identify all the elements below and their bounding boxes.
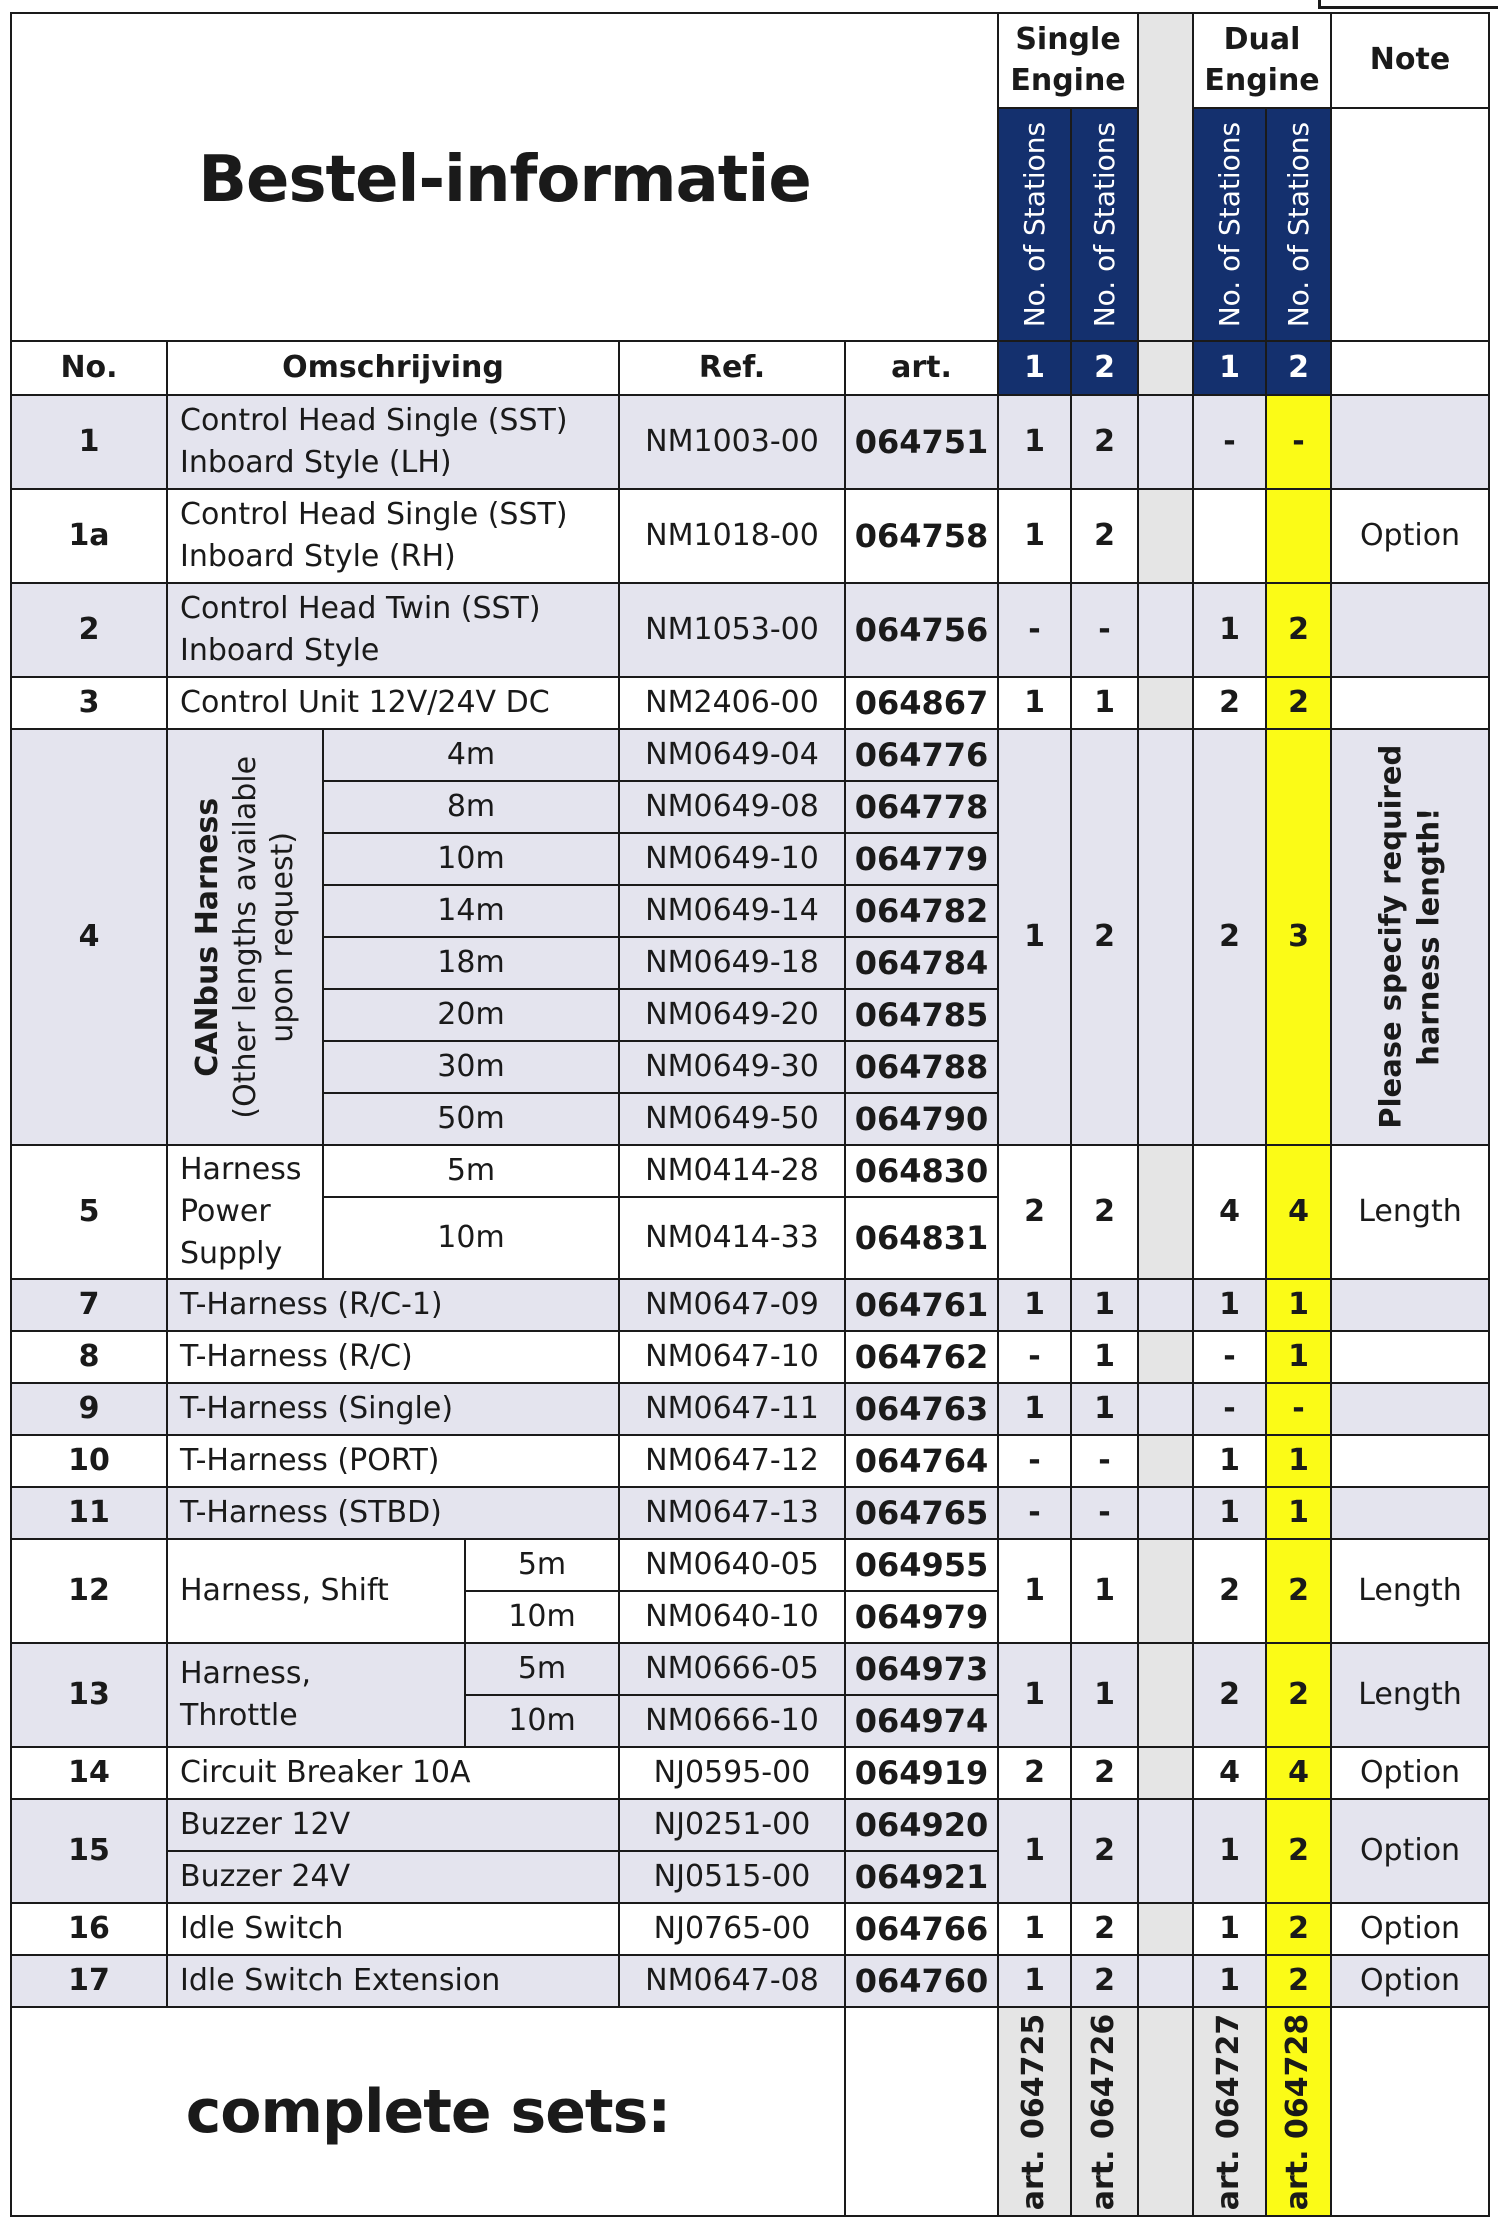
single-1-qty: 1	[997, 1798, 1072, 1904]
dual-2-qty: 2	[1265, 1798, 1332, 1904]
row-description	[166, 1382, 620, 1436]
row-description	[166, 1642, 466, 1748]
row-description	[166, 1434, 620, 1488]
col-no-header: No.	[10, 340, 168, 396]
single-1-qty: 1	[997, 394, 1072, 490]
set-article	[1265, 2006, 1332, 2217]
station-count: 1	[1192, 340, 1267, 396]
dual-1-qty: -	[1192, 394, 1267, 490]
station-count: 2	[1070, 340, 1139, 396]
footer-blank	[844, 2006, 999, 2217]
row-number: 1	[10, 394, 168, 490]
note-header-blank	[1330, 107, 1490, 342]
stations-label: No. of Stations	[1281, 121, 1315, 328]
description-line: Inboard Style (LH)	[180, 445, 452, 480]
dual-1-qty: 1	[1192, 1486, 1267, 1540]
row-ref: NM1053-00	[618, 582, 846, 678]
stations-header	[1070, 107, 1139, 342]
row-art: 064776	[844, 728, 999, 782]
dual-1-qty: 1	[1192, 1954, 1267, 2008]
stations-label: No. of Stations	[1017, 121, 1051, 328]
single-1-qty: 1	[997, 728, 1072, 1146]
row-number: 9	[10, 1382, 168, 1436]
dual-2-qty: 2	[1265, 1538, 1332, 1644]
stations-label: No. of Stations	[1087, 121, 1121, 328]
description-line: Idle Switch Extension	[180, 1963, 501, 1998]
single-2-qty: 2	[1070, 488, 1139, 584]
dual-1-qty: 4	[1192, 1746, 1267, 1800]
row-note	[1330, 676, 1490, 730]
length-option: 14m	[322, 884, 620, 938]
row-note	[1330, 582, 1490, 678]
description-line: T-Harness (STBD)	[180, 1495, 442, 1530]
row-description	[166, 1538, 466, 1644]
dual-2-qty: 2	[1265, 676, 1332, 730]
single-1-qty: 1	[997, 676, 1072, 730]
row-art: 064979	[844, 1590, 999, 1644]
dual-2-qty: 3	[1265, 728, 1332, 1146]
page-title: Bestel-informatie	[10, 12, 999, 342]
dual-1-qty: 4	[1192, 1144, 1267, 1280]
row-art: 064830	[844, 1144, 999, 1198]
row-ref: NJ0251-00	[618, 1798, 846, 1852]
single-1-qty: 2	[997, 1144, 1072, 1280]
dual-2-qty: 1	[1265, 1330, 1332, 1384]
row-number: 10	[10, 1434, 168, 1488]
dual-1-qty: 1	[1192, 1798, 1267, 1904]
spacer-column	[1137, 1954, 1194, 2008]
length-option: 4m	[322, 728, 620, 782]
spacer-column	[1137, 1746, 1194, 1800]
spacer-column	[1137, 1382, 1194, 1436]
row-note	[1330, 1278, 1490, 1332]
length-option: 50m	[322, 1092, 620, 1146]
description-line: Power	[180, 1194, 271, 1229]
length-option: 18m	[322, 936, 620, 990]
single-engine-label: Single	[1015, 22, 1121, 57]
length-option: 10m	[464, 1590, 620, 1644]
row-number: 7	[10, 1278, 168, 1332]
row-art: 064955	[844, 1538, 999, 1592]
dual-2-qty: -	[1265, 394, 1332, 490]
description-line: Harness	[180, 1152, 302, 1187]
row-note: Option	[1330, 1746, 1490, 1800]
row-ref: NM0649-14	[618, 884, 846, 938]
row-ref: NM0647-10	[618, 1330, 846, 1384]
row-number: 1a	[10, 488, 168, 584]
dual-1-qty: 2	[1192, 676, 1267, 730]
col-ref-header: Ref.	[618, 340, 846, 396]
spacer-column	[1137, 1902, 1194, 1956]
set-article-number: art. 064727	[1211, 2013, 1247, 2210]
row-ref: NM0647-13	[618, 1486, 846, 1540]
single-2-qty: -	[1070, 1434, 1139, 1488]
row-ref: NM0649-10	[618, 832, 846, 886]
dual-engine-header	[1192, 12, 1332, 109]
set-article-number: art. 064728	[1280, 2013, 1316, 2210]
description-line: Control Head Single (SST)	[180, 497, 568, 532]
single-engine-header	[997, 12, 1139, 109]
row-note	[1330, 1382, 1490, 1436]
single-1-qty: 1	[997, 1278, 1072, 1332]
spacer-column-header	[1137, 12, 1194, 342]
description-line: Inboard Style	[180, 633, 380, 668]
single-2-qty: 2	[1070, 1902, 1139, 1956]
note-column-blank	[1330, 340, 1490, 396]
row-ref: NM0649-50	[618, 1092, 846, 1146]
dual-1-qty: 1	[1192, 1902, 1267, 1956]
description-line: Supply	[180, 1236, 283, 1271]
row-note: Length	[1330, 1642, 1490, 1748]
row-art: 064973	[844, 1642, 999, 1696]
row-description	[166, 1330, 620, 1384]
row-ref: NM0649-18	[618, 936, 846, 990]
row-number: 15	[10, 1798, 168, 1904]
row-note	[1330, 394, 1490, 490]
row-description: Buzzer 12V	[166, 1798, 620, 1852]
row-number: 16	[10, 1902, 168, 1956]
row-ref: NJ0595-00	[618, 1746, 846, 1800]
station-count: 1	[997, 340, 1072, 396]
row-description	[166, 1144, 324, 1280]
single-2-qty: 2	[1070, 1798, 1139, 1904]
row-art: 064779	[844, 832, 999, 886]
spacer-column	[1137, 1642, 1194, 1748]
length-option: 20m	[322, 988, 620, 1042]
row-note	[1330, 1330, 1490, 1384]
length-option: 10m	[322, 832, 620, 886]
single-1-qty: 2	[997, 1746, 1072, 1800]
row-number: 5	[10, 1144, 168, 1280]
dual-1-qty: 1	[1192, 582, 1267, 678]
dual-1-qty: -	[1192, 1382, 1267, 1436]
row-note: Option	[1330, 488, 1490, 584]
set-article	[1192, 2006, 1267, 2217]
spacer-column	[1137, 394, 1194, 490]
dual-2-qty: 4	[1265, 1144, 1332, 1280]
description-line: Inboard Style (RH)	[180, 539, 456, 574]
col-description-header: Omschrijving	[166, 340, 620, 396]
set-article-number: art. 064725	[1016, 2013, 1052, 2210]
single-1-qty: -	[997, 1486, 1072, 1540]
single-1-qty: 1	[997, 1902, 1072, 1956]
row-art: 064758	[844, 488, 999, 584]
dual-2-qty: 2	[1265, 582, 1332, 678]
single-engine-label: Engine	[1010, 62, 1126, 98]
dual-2-qty: 2	[1265, 1954, 1332, 2008]
single-1-qty: 1	[997, 1538, 1072, 1644]
single-2-qty: 1	[1070, 1382, 1139, 1436]
note-text	[1372, 745, 1447, 1129]
single-2-qty: -	[1070, 582, 1139, 678]
col-art-header: art.	[844, 340, 999, 396]
row-art: 064751	[844, 394, 999, 490]
canbus-label-text	[189, 756, 302, 1119]
description-line: Throttle	[180, 1698, 298, 1733]
single-1-qty: -	[997, 582, 1072, 678]
spacer-column	[1137, 1278, 1194, 1332]
dual-1-qty: 2	[1192, 1642, 1267, 1748]
description-line: Harness, Shift	[180, 1573, 389, 1608]
row-ref: NM1018-00	[618, 488, 846, 584]
dual-1-qty: -	[1192, 1330, 1267, 1384]
set-article	[1070, 2006, 1139, 2217]
row-description	[166, 582, 620, 678]
length-option: 5m	[464, 1538, 620, 1592]
single-2-qty: 2	[1070, 728, 1139, 1146]
stations-header	[997, 107, 1072, 342]
single-2-qty: 2	[1070, 1144, 1139, 1280]
row-description: Buzzer 24V	[166, 1850, 620, 1904]
row-note: Option	[1330, 1798, 1490, 1904]
row-note: Option	[1330, 1902, 1490, 1956]
description-line: Harness,	[180, 1656, 312, 1691]
spacer-column	[1137, 1538, 1194, 1644]
spacer-column	[1137, 1330, 1194, 1384]
row-art: 064788	[844, 1040, 999, 1094]
row-art: 064921	[844, 1850, 999, 1904]
canbus-subtitle: (Other lengths available	[227, 755, 263, 1119]
spacer-column	[1137, 1434, 1194, 1488]
dual-engine-label: Engine	[1204, 62, 1320, 98]
row-ref: NM0649-30	[618, 1040, 846, 1094]
row-number: 8	[10, 1330, 168, 1384]
row-ref: NM0666-10	[618, 1694, 846, 1748]
stations-header	[1192, 107, 1267, 342]
single-2-qty: -	[1070, 1486, 1139, 1540]
single-1-qty: -	[997, 1434, 1072, 1488]
dual-2-qty: 1	[1265, 1486, 1332, 1540]
single-1-qty: 1	[997, 1382, 1072, 1436]
spacer-column	[1137, 340, 1194, 396]
spacer-column	[1137, 1798, 1194, 1904]
dual-1-qty: 1	[1192, 1434, 1267, 1488]
single-1-qty: -	[997, 1330, 1072, 1384]
complete-sets-label: complete sets:	[10, 2006, 846, 2217]
row-description	[166, 1486, 620, 1540]
dual-2-qty: 2	[1265, 1642, 1332, 1748]
row-number: 14	[10, 1746, 168, 1800]
row-art: 064785	[844, 988, 999, 1042]
row-ref: NM0640-05	[618, 1538, 846, 1592]
row-art: 064920	[844, 1798, 999, 1852]
length-option: 10m	[464, 1694, 620, 1748]
row-description	[166, 1902, 620, 1956]
row-ref: NM2406-00	[618, 676, 846, 730]
length-option: 30m	[322, 1040, 620, 1094]
row-ref: NM0666-05	[618, 1642, 846, 1696]
row-art: 064974	[844, 1694, 999, 1748]
row-art: 064790	[844, 1092, 999, 1146]
footer-note-blank	[1330, 2006, 1490, 2217]
single-2-qty: 1	[1070, 676, 1139, 730]
single-2-qty: 1	[1070, 1538, 1139, 1644]
row-ref: NM0647-09	[618, 1278, 846, 1332]
dual-2-qty: 1	[1265, 1278, 1332, 1332]
row-ref: NM0649-08	[618, 780, 846, 834]
row-number: 11	[10, 1486, 168, 1540]
dual-1-qty	[1192, 488, 1267, 584]
row-art: 064831	[844, 1196, 999, 1280]
row-description	[166, 1746, 620, 1800]
spacer-column	[1137, 2006, 1194, 2217]
row-number: 4	[10, 728, 168, 1146]
note-line: harness length!	[1411, 807, 1446, 1067]
single-2-qty: 2	[1070, 1746, 1139, 1800]
row-art: 064760	[844, 1954, 999, 2008]
row-number: 13	[10, 1642, 168, 1748]
row-ref: NM0649-04	[618, 728, 846, 782]
row-number: 2	[10, 582, 168, 678]
row-description	[166, 488, 620, 584]
row-art: 064867	[844, 676, 999, 730]
description-line: T-Harness (PORT)	[180, 1443, 440, 1478]
description-line: Control Unit 12V/24V DC	[180, 685, 550, 720]
single-2-qty: 1	[1070, 1642, 1139, 1748]
row-number: 12	[10, 1538, 168, 1644]
spacer-column	[1137, 1144, 1194, 1280]
single-2-qty: 2	[1070, 1954, 1139, 2008]
row-art: 064765	[844, 1486, 999, 1540]
row-number: 17	[10, 1954, 168, 2008]
dual-2-qty: 1	[1265, 1434, 1332, 1488]
station-count: 2	[1265, 340, 1332, 396]
dual-1-qty: 2	[1192, 728, 1267, 1146]
single-2-qty: 2	[1070, 394, 1139, 490]
description-line: Circuit Breaker 10A	[180, 1755, 471, 1790]
row-description	[166, 676, 620, 730]
description-line: Control Head Single (SST)	[180, 403, 568, 438]
spacer-column	[1137, 1486, 1194, 1540]
row-description	[166, 1278, 620, 1332]
description-line: T-Harness (R/C-1)	[180, 1287, 443, 1322]
row-description	[166, 394, 620, 490]
dual-1-qty: 1	[1192, 1278, 1267, 1332]
dual-2-qty: 4	[1265, 1746, 1332, 1800]
canbus-title: CANbus Harness	[189, 797, 225, 1077]
length-option: 5m	[464, 1642, 620, 1696]
corner-tab	[1318, 0, 1498, 9]
row-note	[1330, 1486, 1490, 1540]
single-1-qty: 1	[997, 1642, 1072, 1748]
spacer-column	[1137, 582, 1194, 678]
row-note: Length	[1330, 1144, 1490, 1280]
dual-1-qty: 2	[1192, 1538, 1267, 1644]
row-art: 064764	[844, 1434, 999, 1488]
row-art: 064784	[844, 936, 999, 990]
row-ref: NM0414-28	[618, 1144, 846, 1198]
row-number: 3	[10, 676, 168, 730]
row-note	[1330, 728, 1490, 1146]
description-line: T-Harness (R/C)	[180, 1339, 413, 1374]
row-ref: NM0640-10	[618, 1590, 846, 1644]
dual-2-qty	[1265, 488, 1332, 584]
description-line: Control Head Twin (SST)	[180, 591, 541, 626]
row-note: Length	[1330, 1538, 1490, 1644]
row-art: 064782	[844, 884, 999, 938]
set-article	[997, 2006, 1072, 2217]
row-note	[1330, 1434, 1490, 1488]
canbus-subtitle: upon request)	[264, 831, 300, 1043]
row-ref: NM0414-33	[618, 1196, 846, 1280]
canbus-label	[166, 728, 324, 1146]
set-article-number: art. 064726	[1086, 2013, 1122, 2210]
spacer-column	[1137, 488, 1194, 584]
row-ref: NM0647-08	[618, 1954, 846, 2008]
note-header: Note	[1330, 12, 1490, 109]
single-1-qty: 1	[997, 1954, 1072, 2008]
row-art: 064762	[844, 1330, 999, 1384]
row-art: 064778	[844, 780, 999, 834]
single-2-qty: 1	[1070, 1330, 1139, 1384]
row-art: 064919	[844, 1746, 999, 1800]
description-line: Idle Switch	[180, 1911, 344, 1946]
spacer-column	[1137, 728, 1194, 1146]
row-note: Option	[1330, 1954, 1490, 2008]
row-ref: NM1003-00	[618, 394, 846, 490]
note-line: Please specify required	[1373, 745, 1408, 1129]
row-art: 064761	[844, 1278, 999, 1332]
single-2-qty: 1	[1070, 1278, 1139, 1332]
length-option: 8m	[322, 780, 620, 834]
row-ref: NM0647-12	[618, 1434, 846, 1488]
row-ref: NM0647-11	[618, 1382, 846, 1436]
dual-engine-label: Dual	[1223, 22, 1301, 57]
length-option: 10m	[322, 1196, 620, 1280]
row-description	[166, 1954, 620, 2008]
row-ref: NJ0515-00	[618, 1850, 846, 1904]
description-line: T-Harness (Single)	[180, 1391, 454, 1426]
dual-2-qty: -	[1265, 1382, 1332, 1436]
row-art: 064763	[844, 1382, 999, 1436]
spacer-column	[1137, 676, 1194, 730]
dual-2-qty: 2	[1265, 1902, 1332, 1956]
stations-header	[1265, 107, 1332, 342]
stations-label: No. of Stations	[1212, 121, 1246, 328]
row-art: 064766	[844, 1902, 999, 1956]
length-option: 5m	[322, 1144, 620, 1198]
row-ref: NJ0765-00	[618, 1902, 846, 1956]
row-art: 064756	[844, 582, 999, 678]
row-ref: NM0649-20	[618, 988, 846, 1042]
single-1-qty: 1	[997, 488, 1072, 584]
